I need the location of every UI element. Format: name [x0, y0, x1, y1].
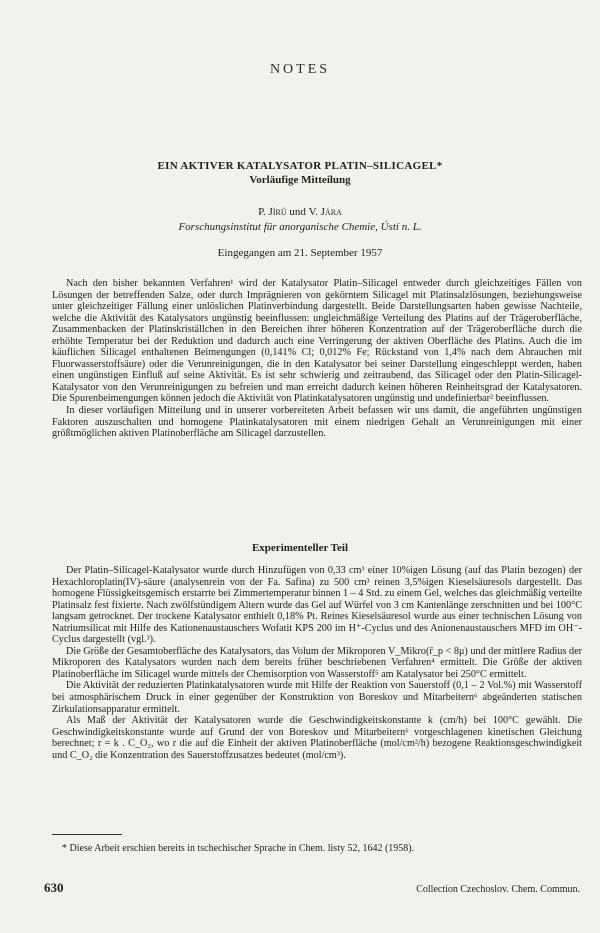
author-1: P. Jírů: [258, 206, 287, 218]
section-heading: Experimenteller Teil: [251, 542, 349, 554]
footnote-divider: [52, 834, 122, 835]
intro-section: [52, 278, 582, 440]
article-subtitle: Vorläufige Mitteilung: [249, 174, 351, 186]
section-header: NOTES: [269, 62, 331, 77]
authors-line: [0, 206, 600, 218]
journal-name: Collection Czechoslov. Chem. Commun.: [416, 884, 580, 895]
footnote: * Diese Arbeit erschien bereits in tschechischer Sprache in Chem. listy 52, 1642 (1958).: [62, 843, 415, 854]
experimental-paragraph-2: Die Größe der Gesamtoberfläche des Katalysators, das Volum der Mikroporen V_Mikro(r̄_p < 8μ) und der mittlere Radius der Mikroporen des Katalysators wurden nach dem bereits früher beschriebenen Verfahren⁴ ermittelt. Die Größe der aktiven Platinoberfläche im Silicagel wurde mittels der Chemisorption von Wasserstoff⁵ am Katalysator bei 250°C ermittelt.: [52, 645, 582, 680]
page-number: 630: [44, 880, 64, 895]
experimental-paragraph-4: Als Maß der Aktivität der Katalysatoren wurde die Geschwindigkeitskonstante k (cm/h) bei 100°C gewählt. Die Geschwindigkeitskonstante wurde auf Grund der von Boreskov und Mitarbeitern⁶ vorgeschlagenen kinetischen Gleichung berechnet; r = k . C_O₂, wo r die auf die Einheit der aktiven Platinoberfläche (mol/cm²/h) bezogene Reaktionsgeschwindigkeit und C_O₂ die Konzentration des Sauerstoffzusatzes bedeutet (mol/cm³).: [52, 715, 582, 761]
article-title: EIN AKTIVER KATALYSATOR PLATIN–SILICAGEL*: [157, 160, 443, 172]
author-connector: und: [289, 206, 306, 218]
experimental-section: [52, 565, 582, 761]
received-date: Eingegangen am 21. September 1957: [217, 247, 383, 259]
institute: Forschungsinstitut für anorganische Chemie, Ústí n. L.: [178, 221, 422, 233]
experimental-paragraph-1: Der Platin–Silicagel-Katalysator wurde durch Hinzufügen von 0,33 cm³ einer 10%igen Lösung (auf das Platin bezogen) der Hexachloroplatin(IV)-säure (analysenrein von der Fa. Safina) zu 500 cm³ reinen 3,5%igen Kieselsäuresols dargestellt. Das homogene Flüssigkeitsgemisch erstarrte bei Zimmertemperatur binnen 1 – 4 Std. zu einem Gel, welches das gleichmäßig verteilte Platinsalz fest fixierte. Nach zwölfstündigem Altern wurde das Gel auf Würfel von 3 cm Kantenlänge zerschnitten und bei 100°C langsam getrocknet. Der trockene Katalysator enthielt 0,18% Pt. Reines Kieselsäuresol wurde aus einer technischen Lösung von Natriumsilicat mit Hilfe des Kationenaustauschers Wofatit KPS 200 im H⁺-Cyclus und des Anionenaustauschers MFD im OH⁻-Cyclus dargestellt (vgl.³).: [52, 565, 582, 646]
experimental-paragraph-3: Die Aktivität der reduzierten Platinkatalysatoren wurde mit Hilfe der Reaktion von Sauerstoff (0,1 – 2 Vol.%) mit Wasserstoff bei atmosphärischem Druck in einer gegenüber der Konstruktion von Boreskov und Mitarbeitern⁶ abgeänderten statischen Zirkulationsapparatur ermittelt.: [52, 680, 582, 715]
intro-paragraph-1: Nach den bisher bekannten Verfahren¹ wird der Katalysator Platin–Silicagel entweder durch gleichzeitiges Fällen von Lösungen der betreffenden Salze, oder durch Imprägnieren von gekörntem Silicagel mit Platinsalzlösungen, beziehungsweise unter gleichzeitiger Fällung einer unlöslichen Platinverbindung dargestellt. Beide Darstellungsarten haben gewisse Nachteile, welche die Aktivität des Katalysators ungünstig beeinflussen: ungleichmäßige Verteilung des Platins auf der Trägeroberfläche, Zusammenbacken der Platinskriställchen in den Bereichen ihrer höheren Konzentration auf der Trägeroberfläche durch die erhöhte Temperatur bei der Reduktion und dadurch auch eine Verringerung der aktiven Oberfläche des Platins. Auch die im käuflichen Silicagel enthaltenen Beimengungen (0,141% Cl; 0,012% Fe; Rückstand von 1,4% nach dem Abrauchen mit Fluorwasserstoffsäure) oder die Verunreinigungen, die in den Katalysator bei seiner Darstellung eingeschleppt werden, haben einen ungünstigen Einfluß auf seine Aktivität. Es ist sehr schwierig und zeitraubend, das Silicagel oder den Platin-Silicagel-Katalysator von den Verunreinigungen zu befreien und man erreicht dadurch keinen höheren Reinheitsgrad der Katalysatoren. Die Spurenbeimengungen können jedoch die Aktivität von Platinkatalysatoren ungünstig und undefinierbar² beeinflussen.: [52, 278, 582, 405]
intro-paragraph-2: In dieser vorläufigen Mitteilung und in unserer vorbereiteten Arbeit befassen wir uns damit, die angeführten ungünstigen Faktoren auszuschalten und homogene Platinkatalysatoren mit einem niedrigen Gehalt an Verunreinigungen mit einer größtmöglichen aktiven Platinoberfläche am Silicagel darzustellen.: [52, 405, 582, 440]
author-2: V. Jára: [308, 206, 342, 218]
